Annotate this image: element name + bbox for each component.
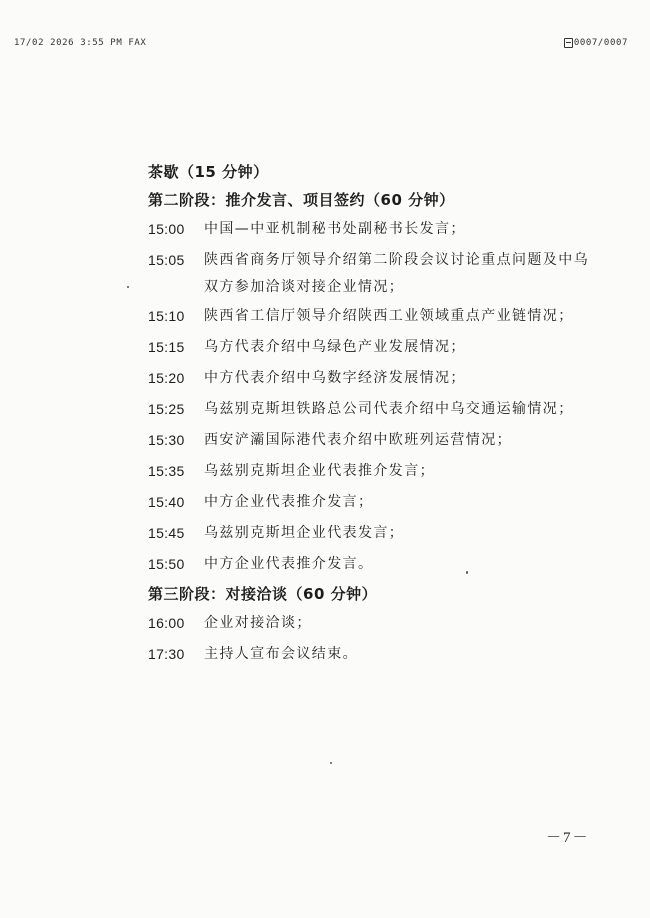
agenda-description: 主持人宣布会议结束。 xyxy=(204,646,358,662)
agenda-description: 乌兹别克斯坦企业代表推介发言； xyxy=(204,463,435,479)
agenda-item xyxy=(148,608,618,639)
agenda-time: 15:15 xyxy=(148,339,185,355)
agenda-time: 15:40 xyxy=(148,494,185,510)
agenda-time: 15:20 xyxy=(148,370,185,386)
agenda-time: 15:25 xyxy=(148,401,185,417)
agenda-description: 陕西省工信厅领导介绍陕西工业领域重点产业链情况； xyxy=(204,308,574,324)
agenda-time: 15:00 xyxy=(148,221,185,237)
fax-page-counter: 0007/0007 xyxy=(573,38,628,48)
agenda-content xyxy=(148,158,618,670)
fax-page-counter-wrap xyxy=(564,38,628,48)
agenda-item xyxy=(148,394,618,425)
agenda-description: 西安浐灞国际港代表介绍中欧班列运营情况； xyxy=(204,432,512,448)
agenda-item xyxy=(148,363,618,394)
page-number: －7－ xyxy=(546,830,590,846)
agenda-description: 中方企业代表推介发言； xyxy=(204,494,374,510)
agenda-time: 15:35 xyxy=(148,463,185,479)
agenda-description: 企业对接洽谈； xyxy=(204,615,312,631)
agenda-item xyxy=(148,301,618,332)
agenda-item xyxy=(148,518,618,549)
agenda-time: 15:05 xyxy=(148,252,185,268)
fax-header xyxy=(14,38,628,52)
scan-speck xyxy=(466,571,468,574)
agenda-description: 乌兹别克斯坦企业代表发言； xyxy=(204,525,405,541)
scan-speck xyxy=(127,286,129,288)
section-heading: 茶歇（15 分钟） xyxy=(148,163,269,181)
agenda-description: 中方代表介绍中乌数字经济发展情况； xyxy=(204,370,466,386)
agenda-item xyxy=(148,639,618,670)
agenda-description: 乌方代表介绍中乌绿色产业发展情况； xyxy=(204,339,466,355)
agenda-item xyxy=(148,214,618,245)
agenda-item xyxy=(148,245,618,301)
agenda-description: 乌兹别克斯坦铁路总公司代表介绍中乌交通运输情况； xyxy=(204,401,574,417)
agenda-description: 中方企业代表推介发言。 xyxy=(204,556,374,572)
agenda-time: 15:30 xyxy=(148,432,185,448)
section-heading: 第三阶段：对接洽谈（60 分钟） xyxy=(148,585,378,603)
fax-timestamp: 17/02 2026 3:55 PM FAX xyxy=(14,38,147,48)
agenda-item xyxy=(148,487,618,518)
agenda-time: 15:10 xyxy=(148,308,185,324)
agenda-time: 16:00 xyxy=(148,615,185,631)
agenda-time: 17:30 xyxy=(148,646,185,662)
scan-speck xyxy=(330,762,332,764)
fax-page-icon xyxy=(564,38,573,48)
agenda-time: 15:50 xyxy=(148,556,185,572)
agenda-item xyxy=(148,549,618,580)
agenda-item xyxy=(148,425,618,456)
agenda-description: 中国—中亚机制秘书处副秘书长发言； xyxy=(204,221,466,237)
agenda-item xyxy=(148,456,618,487)
agenda-item xyxy=(148,332,618,363)
section-heading: 第二阶段：推介发言、项目签约（60 分钟） xyxy=(148,191,455,209)
agenda-time: 15:45 xyxy=(148,525,185,541)
agenda-description: 陕西省商务厅领导介绍第二阶段会议讨论重点问题及中乌双方参加洽谈对接企业情况； xyxy=(204,252,589,295)
